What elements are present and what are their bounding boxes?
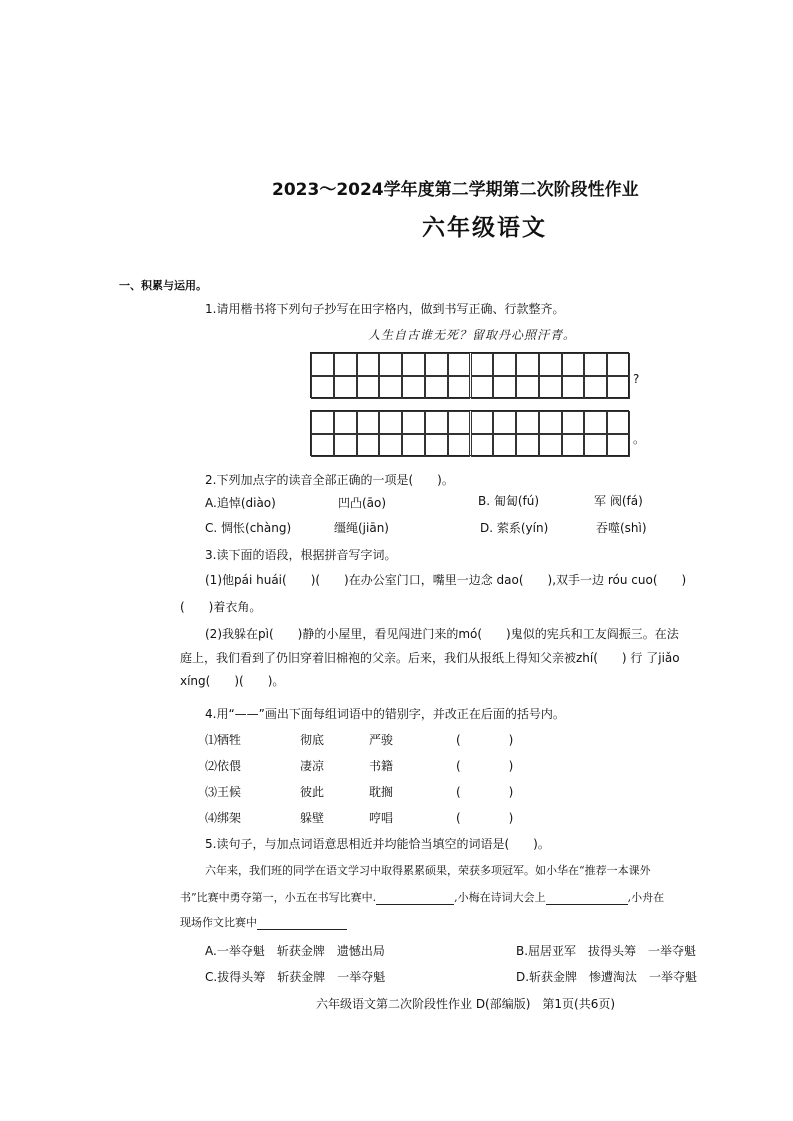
q2-option-d-2: 吞噬(shì) [596, 521, 647, 535]
q3-line-1: (1)他pái huái( )( )在办公室门口，嘴里一边念 dao( ),双手一边 róu cuo( ) [205, 573, 687, 587]
grid-cell[interactable] [357, 376, 380, 399]
q4-row-2-answer[interactable]: ( ) [456, 759, 514, 773]
section-heading: 一、积累与运用。 [119, 279, 207, 292]
grid-cell[interactable] [379, 434, 402, 457]
q1-end-mark-2: 。 [633, 432, 646, 446]
q5-blank-2[interactable] [546, 891, 628, 905]
document-subtitle: 六年级语文 [422, 215, 547, 241]
q4-row-4-word-2: 躲壁 [300, 811, 325, 825]
q4-row-1-answer[interactable]: ( ) [456, 733, 514, 747]
grid-cell[interactable] [516, 376, 539, 399]
grid-cell[interactable] [584, 434, 607, 457]
q5-paragraph-line-2 [180, 889, 664, 905]
q2-option-a-1: A.追悼(diào) [205, 496, 276, 510]
grid-cell[interactable] [539, 353, 562, 376]
grid-cell[interactable] [471, 411, 494, 434]
q3-line-4: 庭上，我们看到了仍旧穿着旧棉袍的父亲。后来，我们从报纸上得知父亲被zhí( ) 行 了jiǎo [180, 651, 680, 665]
q4-row-1-word-3: 严骏 [369, 733, 394, 747]
q4-row-4-word-1: ⑷绑架 [205, 811, 242, 825]
q4-row-3-word-3: 耽搁 [369, 785, 394, 799]
grid-cell[interactable] [516, 434, 539, 457]
grid-cell[interactable] [493, 411, 516, 434]
grid-cell[interactable] [471, 353, 494, 376]
q5-blank-3[interactable] [257, 916, 347, 930]
grid-cell[interactable] [607, 411, 630, 434]
q5-text-2c: ,小舟在 [627, 891, 665, 904]
grid-cell[interactable] [448, 376, 471, 399]
grid-cell[interactable] [425, 411, 448, 434]
q5-paragraph-line-1: 六年来，我们班的同学在语文学习中取得累累硕果，荣获多项冠军。如小华在“推荐一本课外 [205, 864, 651, 877]
document-title: 2023～2024学年度第二学期第二次阶段性作业 [272, 180, 639, 200]
q2-option-c-2: 缰绳(jiān) [334, 521, 389, 535]
grid-cell[interactable] [311, 411, 334, 434]
tianzige-grid-row-1[interactable] [310, 352, 629, 398]
grid-cell[interactable] [584, 411, 607, 434]
q5-option-c: C.拔得头筹 斩获金牌 一举夺魁 [205, 970, 386, 984]
grid-cell[interactable] [357, 411, 380, 434]
grid-cell[interactable] [448, 434, 471, 457]
q4-row-3-word-2: 彼此 [300, 785, 325, 799]
grid-cell[interactable] [402, 353, 425, 376]
q4-row-2-word-1: ⑵依偎 [205, 759, 242, 773]
q4-row-1-word-2: 彻底 [300, 733, 325, 747]
grid-cell[interactable] [425, 353, 448, 376]
grid-cell[interactable] [448, 411, 471, 434]
grid-cell[interactable] [584, 376, 607, 399]
grid-cell[interactable] [334, 434, 357, 457]
grid-cell[interactable] [493, 434, 516, 457]
grid-cell[interactable] [357, 434, 380, 457]
grid-cell[interactable] [562, 411, 585, 434]
grid-cell[interactable] [379, 376, 402, 399]
grid-cell[interactable] [516, 353, 539, 376]
q5-text-2b: ,小梅在诗词大会上 [454, 891, 546, 904]
grid-cell[interactable] [493, 353, 516, 376]
grid-cell[interactable] [471, 434, 494, 457]
q4-row-4-answer[interactable]: ( ) [456, 811, 514, 825]
grid-cell[interactable] [402, 376, 425, 399]
grid-cell[interactable] [425, 434, 448, 457]
q2-prompt: 2.下列加点字的读音全部正确的一项是( )。 [205, 473, 454, 487]
q4-prompt: 4.用“——”画出下面每组词语中的错别字，并改正在后面的括号内。 [205, 707, 565, 721]
grid-cell[interactable] [402, 434, 425, 457]
q5-blank-1[interactable] [376, 891, 454, 905]
q2-option-b-2: 军 阀(fá) [594, 494, 643, 508]
q2-option-b-1: B. 匍匐(fú) [478, 494, 540, 508]
q1-end-mark-1: ? [633, 372, 640, 386]
grid-cell[interactable] [311, 353, 334, 376]
grid-cell[interactable] [607, 376, 630, 399]
q5-text-3: 现场作文比赛中 [180, 916, 257, 929]
grid-cell[interactable] [379, 353, 402, 376]
page-footer: 六年级语文第二次阶段性作业 D(部编版) 第1页(共6页) [316, 997, 616, 1011]
q4-row-1-word-1: ⑴牺牲 [205, 733, 242, 747]
q4-row-4-word-3: 哼唱 [369, 811, 394, 825]
q1-prompt: 1.请用楷书将下列句子抄写在田字格内，做到书写正确、行款整齐。 [205, 302, 565, 316]
grid-cell[interactable] [584, 353, 607, 376]
q2-option-d-1: D. 萦系(yín) [480, 521, 549, 535]
grid-cell[interactable] [334, 353, 357, 376]
grid-cell[interactable] [402, 411, 425, 434]
grid-cell[interactable] [448, 353, 471, 376]
grid-cell[interactable] [379, 411, 402, 434]
q4-row-2-word-3: 书籍 [369, 759, 394, 773]
q2-option-a-2: 凹凸(āo) [338, 496, 387, 510]
q1-sentence: 人生自古谁无死？留取丹心照汗青。 [368, 328, 577, 342]
q5-option-a: A.一举夺魁 斩获金牌 遗憾出局 [205, 944, 385, 958]
grid-cell[interactable] [562, 434, 585, 457]
grid-cell[interactable] [493, 376, 516, 399]
q5-option-b: B.屈居亚军 拔得头筹 一举夺魁 [516, 944, 697, 958]
grid-cell[interactable] [311, 434, 334, 457]
grid-cell[interactable] [539, 411, 562, 434]
grid-cell[interactable] [357, 353, 380, 376]
q5-text-2a: 书”比赛中勇夺第一，小五在书写比赛中. [180, 891, 377, 904]
grid-cell[interactable] [425, 376, 448, 399]
q4-row-3-answer[interactable]: ( ) [456, 785, 514, 799]
grid-cell[interactable] [539, 376, 562, 399]
grid-cell[interactable] [334, 411, 357, 434]
grid-cell[interactable] [607, 434, 630, 457]
q5-option-d: D.斩获金牌 惨遭淘汰 一举夺魁 [516, 970, 698, 984]
grid-cell[interactable] [516, 411, 539, 434]
tianzige-grid-row-2[interactable] [310, 410, 629, 456]
q3-line-5: xíng( )( )。 [180, 674, 285, 688]
q3-prompt: 3.读下面的语段，根据拼音写字词。 [205, 548, 397, 562]
grid-cell[interactable] [471, 376, 494, 399]
grid-cell[interactable] [562, 376, 585, 399]
q4-row-2-word-2: 凄凉 [300, 759, 325, 773]
grid-cell[interactable] [311, 376, 334, 399]
q2-option-c-1: C. 惆怅(chàng) [205, 521, 292, 535]
q4-row-3-word-1: ⑶王候 [205, 785, 242, 799]
q3-line-3: (2)我躲在pì( )静的小屋里，看见闯进门来的mó( )鬼似的宪兵和工友阎振三。在法 [205, 627, 679, 641]
q3-line-2: ( )着衣角。 [180, 600, 262, 614]
grid-cell[interactable] [607, 353, 630, 376]
q5-paragraph-line-3 [180, 914, 347, 930]
grid-cell[interactable] [562, 353, 585, 376]
q5-prompt: 5.读句子，与加点词语意思相近并均能恰当填空的词语是( )。 [205, 837, 550, 851]
grid-cell[interactable] [539, 434, 562, 457]
grid-cell[interactable] [334, 376, 357, 399]
